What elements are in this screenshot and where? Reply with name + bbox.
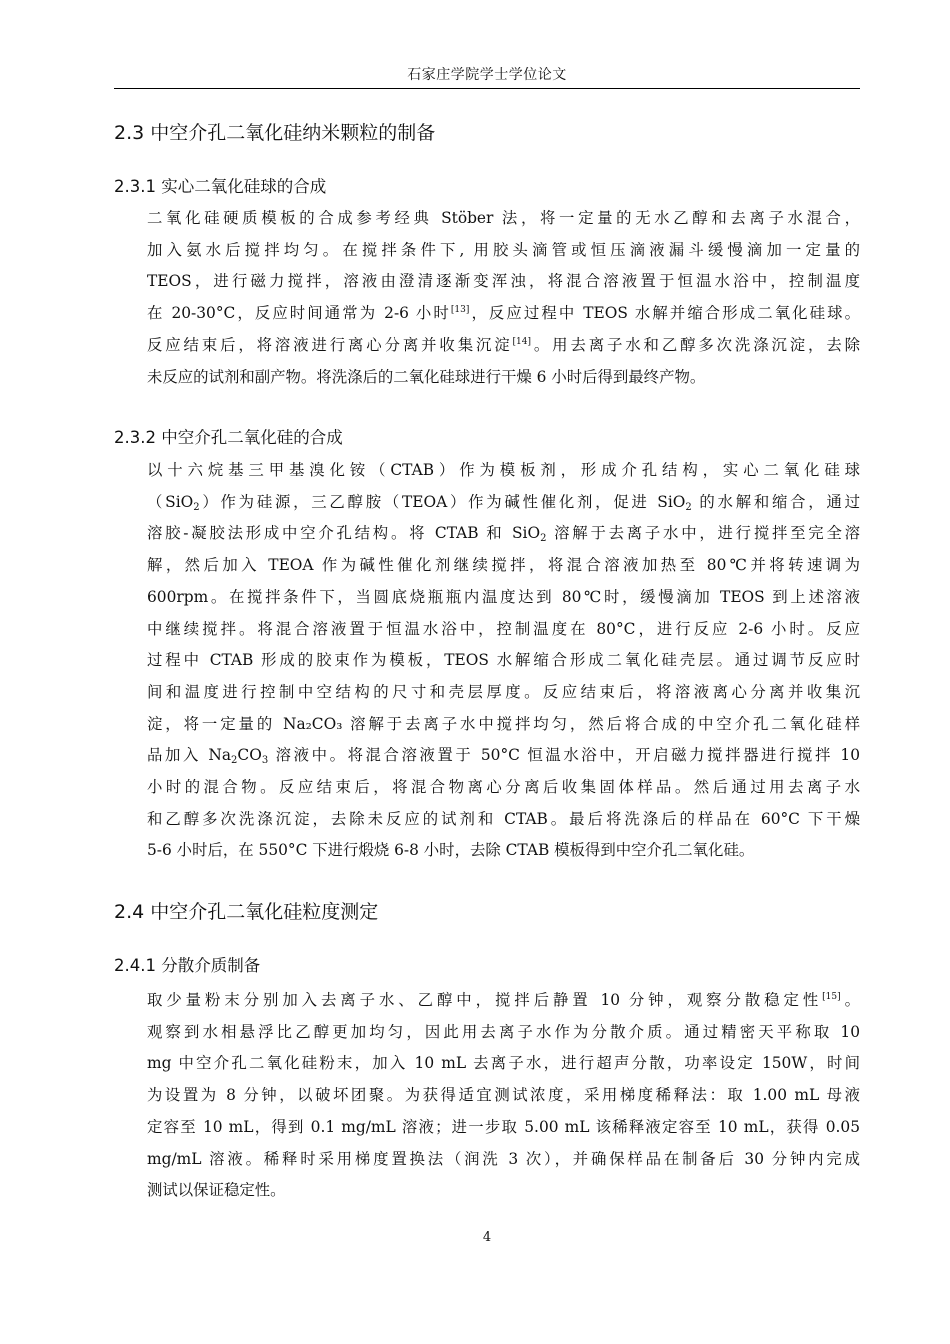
text-line: 反应结束后，将溶液进行离心分离并收集沉淀[14]。用去离子水和乙醇多次洗涤沉淀，去除 — [147, 335, 860, 354]
formula-subscript: 2 — [540, 533, 547, 545]
text-line: 以十六烷基三甲基溴化铵（CTAB）作为模板剂，形成介孔结构，实心二氧化硅球 — [147, 461, 860, 479]
formula-subscript: 2 — [193, 501, 200, 513]
text-line: 小时的混合物。反应结束后，将混合物离心分离后收集固体样品。然后通过用去离子水 — [147, 778, 860, 797]
section-heading-2-3: 2.3 中空介孔二氧化硅纳米颗粒的制备 — [114, 122, 436, 144]
subsection-heading-2-3-1: 2.3.1 实心二氧化硅球的合成 — [114, 177, 327, 196]
text-line: 品加入 $Na_2CO_3$ 溶液中。将混合溶液置于 50°C 恒温水浴中，开启磁力搅拌器进行搅拌 10 — [147, 746, 860, 767]
citation-ref: [13] — [450, 305, 470, 316]
text-line: 和乙醇多次洗涤沉淀，去除未反应的试剂和 CTAB。最后将洗涤后的样品在 60°C 下干燥 — [147, 809, 860, 828]
text-line: 测试以保证稳定性。 — [147, 1181, 286, 1200]
formula-subscript: 2 — [231, 755, 238, 767]
subsection-heading-2-4-1: 2.4.1 分散介质制备 — [114, 956, 261, 975]
paragraph-2-3-2 — [114, 455, 860, 867]
text-line: （SiO$_2$）作为硅源，三乙醇胺（TEOA）作为碱性催化剂，促进 SiO$_2$ 的水解和缩合，通过 — [147, 492, 860, 513]
text-line: 5-6 小时后，在 550°C 下进行煅烧 6-8 小时，去除 CTAB 模板得到中空介孔二氧化硅。 — [147, 841, 755, 860]
text-line: 二氧化硅硬质模板的合成参考经典 Stöber 法，将一定量的无水乙醇和去离子水混合， — [147, 209, 860, 227]
text-line: 定容至 10 mL，得到 0.1 mg/mL 溶液；进一步取 5.00 mL 该稀释液定容至 10 mL，获得 0.05 — [147, 1117, 860, 1136]
formula-subscript: 3 — [261, 755, 269, 767]
text-line: 在 20-30°C，反应时间通常为 2-6 小时[13]，反应过程中 TEOS 水解并缩合形成二氧化硅球。 — [147, 304, 860, 323]
paragraph-2-4-1 — [114, 985, 860, 1207]
formula-subscript: 2 — [685, 501, 692, 513]
text-line: 间和温度进行控制中空结构的尺寸和壳层厚度。反应结束后，将溶液离心分离并收集沉 — [147, 682, 860, 701]
citation-ref: [14] — [512, 336, 532, 347]
text-line: 加入氨水后搅拌均匀。在搅拌条件下, 用胶头滴管或恒压滴液漏斗缓慢滴加一定量的 — [147, 240, 860, 259]
text-line: 过程中 CTAB 形成的胶束作为模板，TEOS 水解缩合形成二氧化硅壳层。通过调节反应时 — [147, 651, 860, 670]
text-line: 为设置为 8 分钟，以破坏团聚。为获得适宜测试浓度，采用梯度稀释法：取 1.00 mL 母液 — [147, 1086, 860, 1105]
text-line: TEOS，进行磁力搅拌，溶液由澄清逐渐变浑浊，将混合溶液置于恒温水浴中，控制温度 — [147, 272, 860, 291]
citation-ref: [15] — [822, 992, 841, 1002]
subsection-heading-2-3-2: 2.3.2 中空介孔二氧化硅的合成 — [114, 428, 343, 447]
text-line: mg 中空介孔二氧化硅粉末，加入 10 mL 去离子水，进行超声分散，功率设定 150W，时间 — [147, 1054, 860, 1073]
page-number: 4 — [482, 1230, 492, 1245]
section-heading-2-4: 2.4 中空介孔二氧化硅粒度测定 — [114, 901, 379, 923]
text-line: 未反应的试剂和副产物。将洗涤后的二氧化硅球进行干燥 6 小时后得到最终产物。 — [147, 367, 706, 386]
text-line: 溶胶-凝胶法形成中空介孔结构。将 CTAB 和 SiO$_2$ 溶解于去离子水中，进行搅拌至完全溶 — [147, 524, 860, 545]
running-header: 石家庄学院学士学位论文 — [407, 67, 567, 83]
text-line: 解，然后加入 TEOA 作为碱性催化剂继续搅拌，将混合溶液加热至 80℃并将转速调为 — [147, 556, 860, 575]
text-line: 取少量粉末分别加入去离子水、乙醇中，搅拌后静置 10 分钟，观察分散稳定性[15]。 — [147, 991, 860, 1009]
text-line: 中继续搅拌。将混合溶液置于恒温水浴中，控制温度在 80°C，进行反应 2-6 小时。反应 — [147, 619, 860, 638]
paragraph-2-3-1 — [114, 203, 860, 393]
text-line: 600rpm。在搅拌条件下，当圆底烧瓶瓶内温度达到 80℃时，缓慢滴加 TEOS 到上述溶液 — [147, 587, 860, 606]
text-line: 淀，将一定量的 Na₂CO₃ 溶解于去离子水中搅拌均匀，然后将合成的中空介孔二氧化硅样 — [147, 714, 860, 733]
text-line: 观察到水相悬浮比乙醇更加均匀，因此用去离子水作为分散介质。通过精密天平称取 10 — [147, 1022, 860, 1041]
text-line: mg/mL 溶液。稀释时采用梯度置换法（润洗 3 次），并确保样品在制备后 30 分钟内完成 — [147, 1149, 860, 1168]
header-rule — [114, 88, 860, 89]
